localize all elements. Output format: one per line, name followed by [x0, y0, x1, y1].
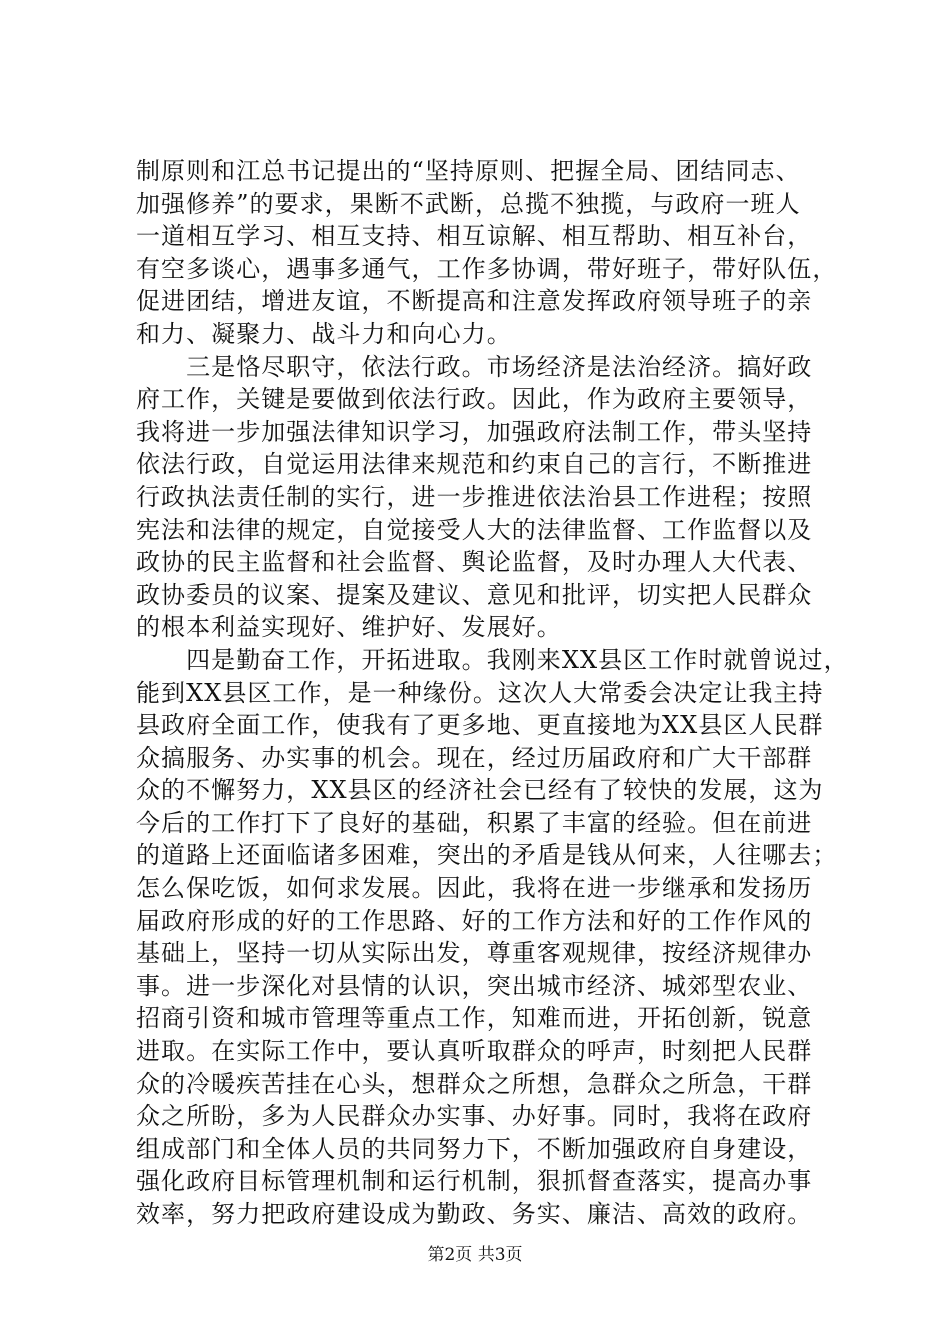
text-line: 政协委员的议案、提案及建议、意见和批评，切实把人民群众 [136, 580, 813, 609]
paragraph-start-line: 三是恪尽职守，依法行政。市场经济是法治经济。搞好政 [136, 352, 813, 381]
text-line: 事。进一步深化对县情的认识，突出城市经济、城郊型农业、 [136, 971, 813, 1000]
text-line: 一道相互学习、相互支持、相互谅解、相互帮助、相互补台， [136, 222, 813, 251]
text-line: 强化政府目标管理机制和运行机制，狠抓督查落实，提高办事 [136, 1167, 813, 1196]
text-line: 政协的民主监督和社会监督、舆论监督，及时办理人大代表、 [136, 548, 813, 577]
text-line: 的道路上还面临诸多困难，突出的矛盾是钱从何来，人往哪去； [136, 841, 838, 870]
text-line: 进取。在实际工作中，要认真听取群众的呼声，时刻把人民群 [136, 1037, 813, 1066]
text-line: 促进团结，增进友谊，不断提高和注意发挥政府领导班子的亲 [136, 287, 813, 316]
text-line: 招商引资和城市管理等重点工作，知难而进，开拓创新，锐意 [136, 1004, 813, 1033]
paragraph-start-line: 四是勤奋工作，开拓进取。我刚来XX县区工作时就曾说过， [136, 645, 849, 674]
page-number-footer: 第2页 共3页 [427, 1245, 523, 1265]
text-line: 众之所盼，多为人民群众办实事、办好事。同时，我将在政府 [136, 1102, 813, 1131]
text-line: 今后的工作打下了良好的基础，积累了丰富的经验。但在前进 [136, 808, 813, 837]
text-line: 能到XX县区工作，是一种缘份。这次人大常委会决定让我主持 [136, 678, 824, 707]
text-line: 行政执法责任制的实行，进一步推进依法治县工作进程；按照 [136, 482, 813, 511]
text-line: 和力、凝聚力、战斗力和向心力。 [136, 319, 512, 348]
text-line: 众的冷暖疾苦挂在心头，想群众之所想，急群众之所急，干群 [136, 1069, 813, 1098]
text-line: 有空多谈心，遇事多通气，工作多协调，带好班子，带好队伍， [136, 254, 838, 283]
text-line: 届政府形成的好的工作思路、好的工作方法和好的工作作风的 [136, 906, 813, 935]
text-line: 基础上，坚持一切从实际出发，尊重客观规律，按经济规律办 [136, 939, 813, 968]
text-line: 怎么保吃饭，如何求发展。因此，我将在进一步继承和发扬历 [136, 874, 813, 903]
text-line: 宪法和法律的规定，自觉接受人大的法律监督、工作监督以及 [136, 515, 813, 544]
text-line: 府工作，关键是要做到依法行政。因此，作为政府主要领导， [136, 385, 813, 414]
text-line: 众的不懈努力，XX县区的经济社会已经有了较快的发展，这为 [136, 776, 824, 805]
document-body [136, 155, 850, 1231]
text-line: 效率，努力把政府建设成为勤政、务实、廉洁、高效的政府。 [136, 1200, 813, 1228]
text-line: 依法行政，自觉运用法律来规范和约束自己的言行，不断推进 [136, 450, 813, 479]
text-line: 众搞服务、办实事的机会。现在，经过历届政府和广大干部群 [136, 743, 813, 772]
text-line: 县政府全面工作，使我有了更多地、更直接地为XX县区人民群 [136, 711, 824, 740]
text-line: 的根本利益实现好、维护好、发展好。 [136, 613, 562, 642]
text-line: 制原则和江总书记提出的“坚持原则、把握全局、团结同志、 [136, 157, 801, 185]
text-line: 组成部门和全体人员的共同努力下，不断加强政府自身建设， [136, 1134, 813, 1163]
text-line: 加强修养”的要求，果断不武断，总揽不独揽，与政府一班人 [136, 189, 801, 218]
text-line: 我将进一步加强法律知识学习，加强政府法制工作，带头坚持 [136, 417, 813, 446]
